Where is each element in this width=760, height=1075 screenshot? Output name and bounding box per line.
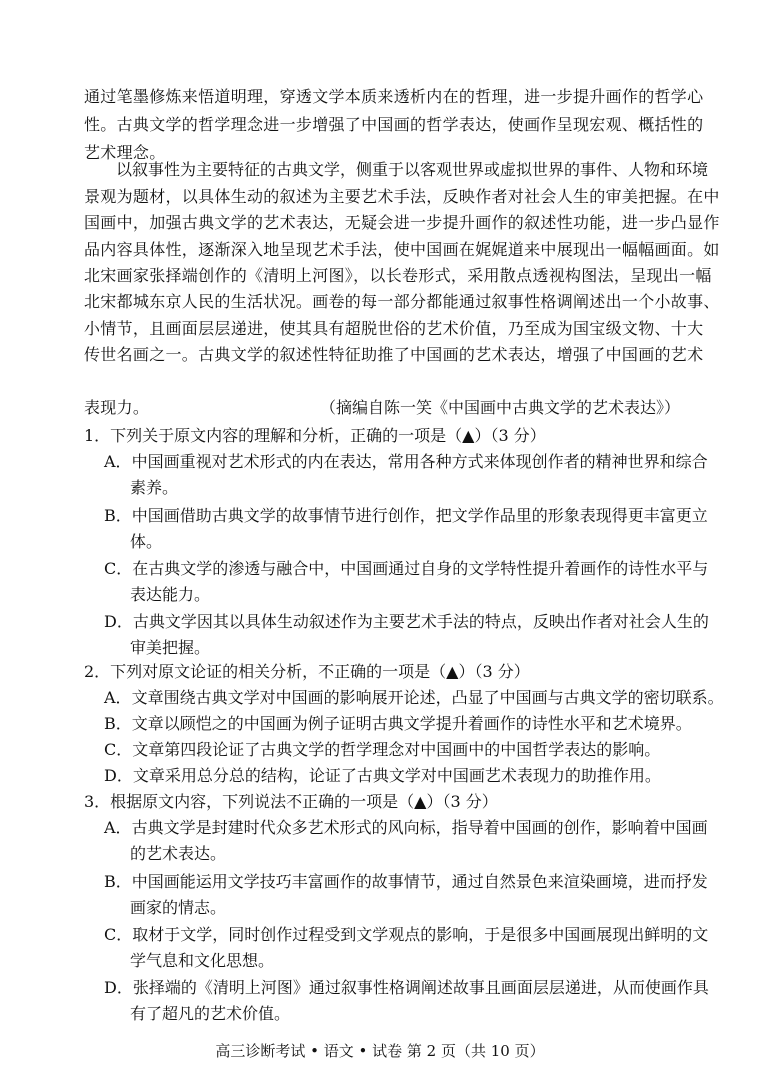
q2-option-a[interactable]: A．文章围绕古典文学对中国画的影响展开论述，凸显了中国画与古典文学的密切联系。 — [104, 688, 724, 707]
q1-option-c[interactable]: C．在古典文学的渗透与融合中，中国画通过自身的文学特性提升着画作的诗性水平与 — [104, 559, 709, 578]
q3-option-c-cont: 学气息和文化思想。 — [130, 951, 275, 970]
q3-option-a[interactable]: A．古典文学是封建时代众多艺术形式的风向标，指导着中国画的创作，影响着中国画 — [104, 818, 708, 837]
page-footer: 高三诊断考试 • 语文 • 试卷 第 2 页（共 10 页） — [215, 1042, 545, 1060]
passage-line: 性。古典文学的哲学理念进一步增强了中国画的哲学表达，使画作呈现宏观、概括性的 — [84, 115, 704, 134]
passage-line: 景观为题材，以具体生动的叙述为主要艺术手法，反映作者对社会人生的审美把握。在中 — [84, 187, 720, 206]
passage-line: 北宋都城东京人民的生活状况。画卷的每一部分都能通过叙事性格调阐述出一个小故事、 — [84, 292, 720, 311]
passage-line: 表现力。 — [84, 398, 150, 417]
passage-line: 传世名画之一。古典文学的叙述性特征助推了中国画的艺术表达，增强了中国画的艺术 — [84, 345, 704, 364]
passage-line: 国画中，加强古典文学的艺术表达，无疑会进一步提升画作的叙述性功能，进一步凸显作 — [84, 213, 720, 232]
passage-line: 品内容具体性，逐渐深入地呈现艺术手法，使中国画在娓娓道来中展现出一幅幅画面。如 — [84, 240, 720, 259]
q1-option-d-cont: 审美把握。 — [130, 638, 211, 657]
q3-option-d-cont: 有了超凡的艺术价值。 — [130, 1004, 291, 1023]
q3-option-c[interactable]: C．取材于文学，同时创作过程受到文学观点的影响，于是很多中国画展现出鲜明的文 — [104, 925, 709, 944]
q3-option-b[interactable]: B．中国画能运用文学技巧丰富画作的故事情节，通过自然景色来渲染画境，进而抒发 — [104, 872, 708, 891]
passage-line: 艺术理念。 — [84, 143, 166, 162]
q1-option-a[interactable]: A．中国画重视对艺术形式的内在表达，常用各种方式来体现创作者的精神世界和综合 — [104, 452, 708, 471]
q1-option-b[interactable]: B．中国画借助古典文学的故事情节进行创作，把文学作品里的形象表现得更丰富更立 — [104, 506, 708, 525]
q3-option-a-cont: 的艺术表达。 — [130, 844, 227, 863]
q1-option-b-cont: 体。 — [130, 532, 163, 551]
question-1-stem: 1．下列关于原文内容的理解和分析，正确的一项是（▲）（3 分） — [84, 426, 546, 445]
q1-option-c-cont: 表达能力。 — [130, 585, 211, 604]
q1-option-d[interactable]: D．古典文学因其以具体生动叙述作为主要艺术手法的特点，反映出作者对社会人生的 — [104, 612, 709, 631]
q2-option-d[interactable]: D．文章采用总分总的结构，论证了古典文学对中国画艺术表现力的助推作用。 — [104, 766, 661, 785]
q3-option-d[interactable]: D．张择端的《清明上河图》通过叙事性格调阐述故事且画面层层递进，从而使画作具 — [104, 978, 709, 997]
passage-line: 小情节，且画面层层递进，使其具有超脱世俗的艺术价值，乃至成为国宝级文物、十大 — [84, 319, 704, 338]
question-2-stem: 2．下列对原文论证的相关分析，不正确的一项是（▲）（3 分） — [84, 662, 530, 681]
q3-option-b-cont: 画家的情志。 — [130, 898, 227, 917]
q2-option-b[interactable]: B．文章以顾恺之的中国画为例子证明古典文学提升着画作的诗性水平和艺术境界。 — [104, 714, 692, 733]
passage-line: 以叙事性为主要特征的古典文学，侧重于以客观世界或虚拟世界的事件、人物和环境 — [116, 160, 709, 179]
q1-option-a-cont: 素养。 — [130, 478, 179, 497]
passage-line: 北宋画家张择端创作的《清明上河图》，以长卷形式，采用散点透视构图法，呈现出一幅 — [84, 266, 712, 285]
source-citation: （摘编自陈一笑《中国画中古典文学的艺术表达》） — [319, 398, 680, 417]
question-3-stem: 3．根据原文内容，下列说法不正确的一项是（▲）（3 分） — [84, 792, 498, 811]
passage-line: 通过笔墨修炼来悟道明理，穿透文学本质来透析内在的哲理，进一步提升画作的哲学心 — [84, 87, 704, 106]
q2-option-c[interactable]: C．文章第四段论证了古典文学的哲学理念对中国画中的中国哲学表达的影响。 — [104, 740, 661, 759]
